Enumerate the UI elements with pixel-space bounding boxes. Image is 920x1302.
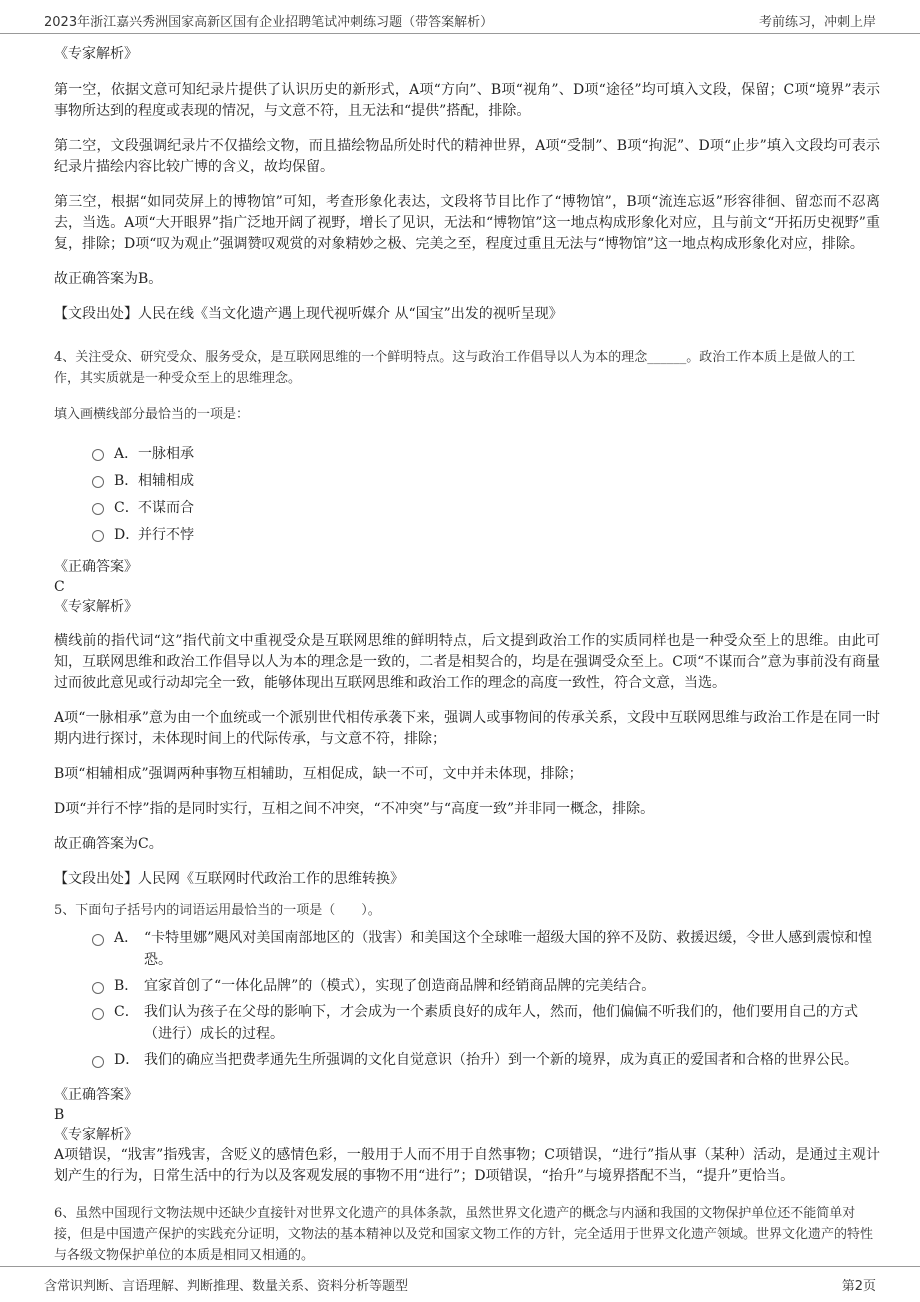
option-text: 我们认为孩子在父母的影响下，才会成为一个素质良好的成年人，然而，他们偏偏不听我们的，他们要用自己的方式（进行）成长的过程。 (144, 1004, 858, 1042)
analysis-paragraph: 横线前的指代词“这”指代前文中重视受众是互联网思维的鲜明特点，后文提到政治工作的实质同样也是一种受众至上的思维。由此可知，互联网思维和政治工作倡导以人为本的理念是一致的，二者是相契合的，均是在强调受众至上。C项“不谋而合”意为事前没有商量过而彼此意见或行动却完全一致，能够体现出互联网思维和政治工作的理念的高度一致性，符合文意，当选。 (54, 633, 880, 691)
option-text: 并行不悖 (138, 526, 194, 543)
option-letter: C． (114, 499, 139, 516)
question-5 (54, 900, 880, 1187)
radio-icon[interactable] (92, 1008, 104, 1020)
option-letter: A． (114, 445, 139, 462)
option-b[interactable] (92, 975, 880, 997)
question-stem: 4、关注受众、研究受众、服务受众，是互联网思维的一个鲜明特点。这与政治工作倡导以人为本的理念______。政治工作本质上是做人的工作，其实质就是一种受众至上的思维理念。 (54, 350, 856, 386)
question-prompt: 填入画横线部分最恰当的一项是： (54, 407, 250, 422)
question-stem: 5、下面句子括号内的词语运用最恰当的一项是（ ）。 (54, 903, 381, 918)
question-6 (54, 1203, 880, 1266)
option-text: 不谋而合 (138, 499, 194, 516)
correct-answer: B (54, 1107, 65, 1123)
option-text: 一脉相承 (138, 445, 194, 462)
option-letter: D． (114, 526, 140, 543)
question-4 (54, 347, 880, 890)
option-text: 宜家首创了“一体化品牌”的（模式），实现了创造商品牌和经销商品牌的完美结合。 (144, 978, 656, 994)
header-tagline: 考前练习，冲刺上岸 (758, 15, 876, 30)
question-stem: 6、虽然中国现行文物法规中还缺少直接针对世界文化遗产的具体条款，虽然世界文化遗产的概念与内涵和我国的文物保护单位还不能简单对接，但是中国遗产保护的实践充分证明，文物法的基本精神以及党和国家文物工作的方针，完全适用于世界文化遗产领域。世界文化遗产的特性与各级文物保护单位的本质是相同又相通的。 (54, 1206, 874, 1263)
analysis-paragraph: A项错误，“戕害”指残害，含贬义的感情色彩，一般用于人而不用于自然事物；C项错误，“进行”指从事（某种）活动，是通过主观计划产生的行为，日常生活中的行为以及客观发展的事物不用“进行”；D项错误，“抬升”与境界搭配不当，“提升”更恰当。 (54, 1147, 880, 1184)
page-content (54, 44, 880, 1266)
option-letter: C． (114, 1004, 139, 1020)
footer-topics: 含常识判断、言语理解、判断推理、数量关系、资料分析等题型 (44, 1279, 409, 1294)
option-letter: A． (114, 930, 139, 946)
radio-icon[interactable] (92, 934, 104, 946)
option-a[interactable] (92, 927, 880, 971)
expert-analysis-label: 《专家解析》 (54, 599, 138, 615)
expert-analysis-label: 《专家解析》 (54, 1127, 138, 1143)
option-a[interactable] (92, 439, 880, 466)
option-letter: B． (114, 978, 139, 994)
option-c[interactable] (92, 493, 880, 520)
analysis-paragraph: 第二空，文段强调纪录片不仅描绘文物，而且描绘物品所处时代的精神世界，A项“受制”、B项“拘泥”、D项“止步”填入文段均可表示纪录片描绘内容比较广博的含义，故均保留。 (54, 138, 880, 175)
analysis-paragraph: D项“并行不悖”指的是同时实行，互相之间不冲突，“不冲突”与“高度一致”并非同一概念，排除。 (54, 801, 655, 817)
correct-answer-label: 《正确答案》 (54, 1087, 138, 1103)
option-text: 相辅相成 (138, 472, 194, 489)
analysis-paragraph: A项“一脉相承”意为由一个血统或一个派别世代相传承袭下来，强调人或事物间的传承关系，文段中互联网思维与政治工作是在同一时期内进行探讨，未体现时间上的代际传承，与文意不符，排除； (54, 710, 880, 747)
source-citation: 【文段出处】人民网《互联网时代政治工作的思维转换》 (54, 871, 404, 887)
option-c[interactable] (92, 1001, 880, 1045)
analysis-paragraph: 第一空，依据文意可知纪录片提供了认识历史的新形式，A项“方向”、B项“视角”、D项“途径”均可填入文段，保留；C项“境界”表示事物所达到的程度或表现的情况，与文意不符，且无法和“提供”搭配，排除。 (54, 82, 880, 119)
answer-conclusion: 故正确答案为C。 (54, 836, 163, 852)
option-letter: D． (114, 1052, 140, 1068)
radio-icon[interactable] (92, 449, 104, 461)
expert-analysis-label: 《专家解析》 (54, 46, 138, 62)
radio-icon[interactable] (92, 530, 104, 542)
radio-icon[interactable] (92, 982, 104, 994)
analysis-paragraph: 第三空，根据“如同荧屏上的博物馆”可知，考查形象化表达，文段将节目比作了“博物馆”，B项“流连忘返”形容徘徊、留恋而不忍离去，当选。A项“大开眼界”指广泛地开阔了视野，增长了见识，无法和“博物馆”这一地点构成形象化对应，且与前文“开拓历史视野”重复，排除；D项“叹为观止”强调赞叹观赏的对象精妙之极、完美之至，程度过重且无法与“博物馆”这一地点构成形象化对应，排除。 (54, 194, 880, 252)
analysis-paragraph: B项“相辅相成”强调两种事物互相辅助，互相促成，缺一不可，文中并未体现，排除； (54, 766, 583, 782)
option-d[interactable] (92, 520, 880, 547)
answer-conclusion: 故正确答案为B。 (54, 271, 163, 287)
source-citation: 【文段出处】人民在线《当文化遗产遇上现代视听媒介 从“国宝”出发的视听呈现》 (54, 306, 563, 322)
option-text: “卡特里娜”飓风对美国南部地区的（戕害）和美国这个全球唯一超级大国的猝不及防、救援迟缓，令世人感到震惊和惶恐。 (144, 930, 873, 968)
radio-icon[interactable] (92, 1056, 104, 1068)
correct-answer: C (54, 579, 65, 595)
option-list (92, 439, 880, 547)
document-title: 2023年浙江嘉兴秀洲国家高新区国有企业招聘笔试冲刺练习题（带答案解析） (44, 15, 494, 30)
option-text: 我们的确应当把费孝通先生所强调的文化自觉意识（抬升）到一个新的境界，成为真正的爱国者和合格的世界公民。 (144, 1052, 858, 1068)
correct-answer-label: 《正确答案》 (54, 559, 138, 575)
page-header (0, 0, 920, 34)
radio-icon[interactable] (92, 476, 104, 488)
page-number: 第2页 (841, 1279, 876, 1294)
option-b[interactable] (92, 466, 880, 493)
radio-icon[interactable] (92, 503, 104, 515)
option-list (92, 927, 880, 1071)
page-footer (0, 1266, 920, 1302)
option-letter: B． (114, 472, 139, 489)
option-d[interactable] (92, 1049, 880, 1071)
